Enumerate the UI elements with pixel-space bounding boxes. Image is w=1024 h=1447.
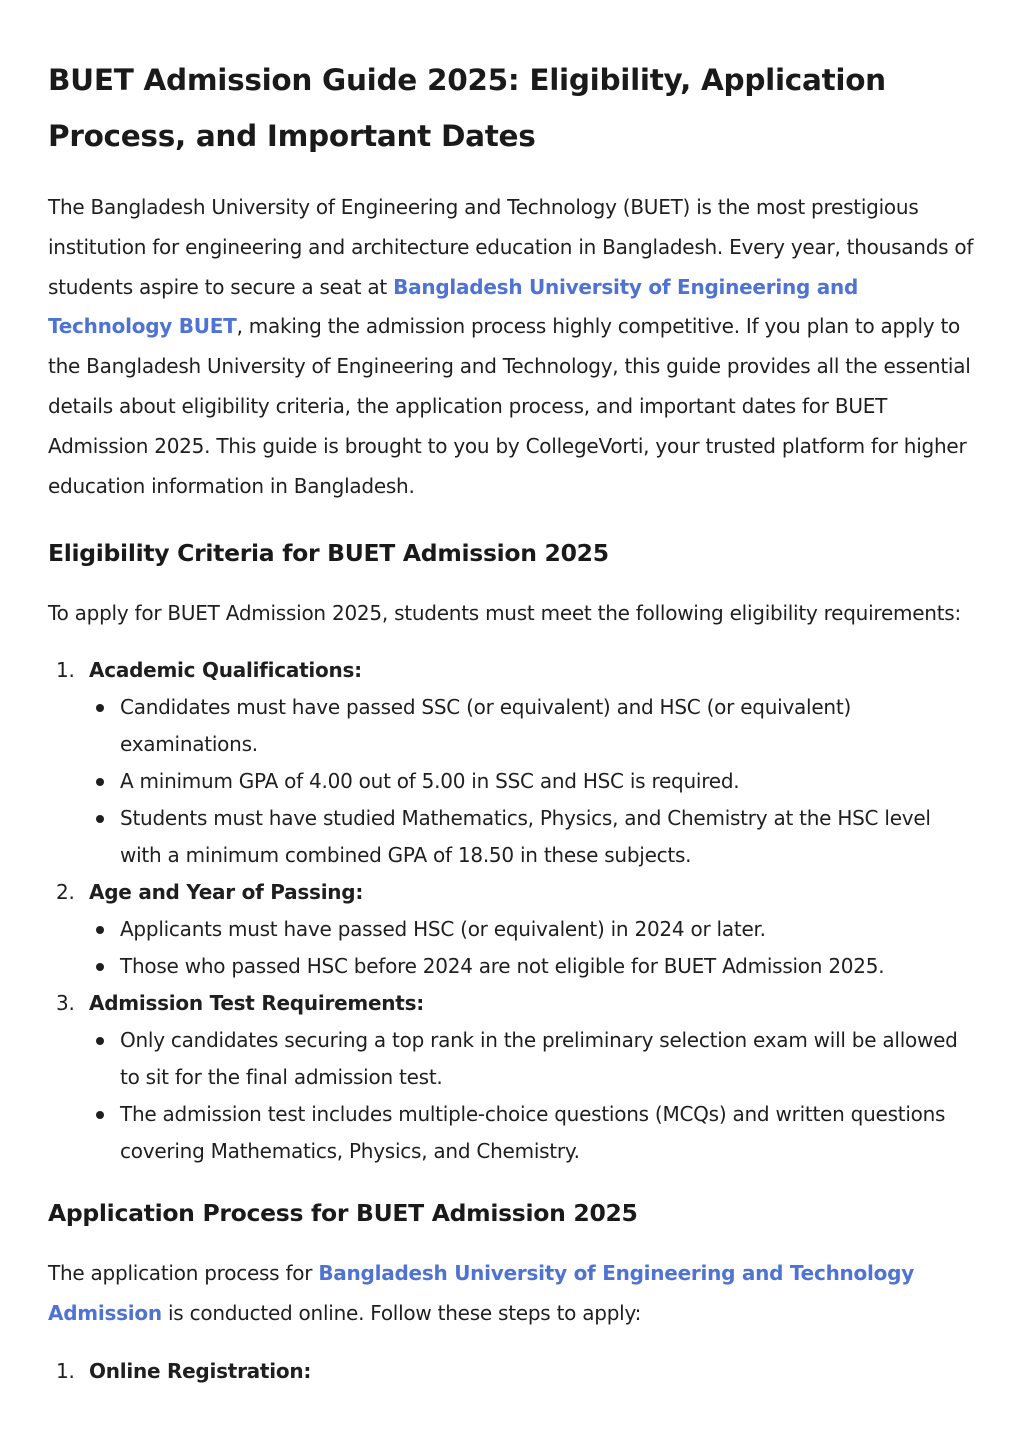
list-number: 1. bbox=[56, 658, 75, 683]
buet-link[interactable]: Bangladesh University of Engineering and Technology BUET bbox=[48, 274, 859, 339]
application-heading: Application Process for BUET Admission 2025 bbox=[48, 1199, 638, 1228]
list-item bbox=[48, 985, 976, 1170]
list-number: 1. bbox=[56, 1359, 75, 1384]
sub-list bbox=[89, 911, 976, 985]
bullet-icon bbox=[96, 1037, 104, 1045]
sub-list-item bbox=[89, 1096, 976, 1170]
application-lead-part1: The application process for bbox=[48, 1261, 319, 1286]
list-item-title: Online Registration: bbox=[89, 1359, 312, 1384]
sub-list-text: A minimum GPA of 4.00 out of 5.00 in SSC and HSC is required. bbox=[120, 769, 740, 794]
list-number: 2. bbox=[56, 880, 75, 905]
list-item bbox=[48, 1353, 976, 1390]
page-title: BUET Admission Guide 2025: Eligibility, Application Process, and Important Dates bbox=[48, 63, 886, 153]
application-lead bbox=[48, 1253, 976, 1333]
list-item-title: Academic Qualifications: bbox=[89, 658, 362, 683]
bullet-icon bbox=[96, 778, 104, 786]
bullet-icon bbox=[96, 963, 104, 971]
sub-list-text: Applicants must have passed HSC (or equivalent) in 2024 or later. bbox=[120, 917, 766, 942]
sub-list-item bbox=[89, 689, 976, 763]
bullet-icon bbox=[96, 1111, 104, 1119]
sub-list bbox=[89, 689, 976, 874]
eligibility-list bbox=[48, 652, 976, 1170]
sub-list-item bbox=[89, 1022, 976, 1096]
sub-list-item bbox=[89, 800, 976, 874]
list-number: 3. bbox=[56, 991, 75, 1016]
bullet-icon bbox=[96, 926, 104, 934]
list-item bbox=[48, 652, 976, 874]
bullet-icon bbox=[96, 815, 104, 823]
application-steps-list bbox=[48, 1353, 976, 1390]
sub-list-text: Students must have studied Mathematics, Physics, and Chemistry at the HSC level with a minimum combined GPA of 18.50 in these subjects. bbox=[120, 806, 931, 868]
sub-list-item bbox=[89, 948, 976, 985]
eligibility-heading: Eligibility Criteria for BUET Admission 2025 bbox=[48, 539, 609, 568]
intro-text-part2: , making the admission process highly competitive. If you plan to apply to the Bangladesh University of Engineering and Technology, this guide provides all the essential details about eligibility criteria, the application process, and important dates for BUET Admission 2025. This guide is brought to you by CollegeVorti, your trusted platform for higher education information in Bangladesh. bbox=[48, 314, 971, 498]
intro-paragraph bbox=[48, 188, 976, 506]
sub-list-text: Only candidates securing a top rank in the preliminary selection exam will be allowed to sit for the final admission test. bbox=[120, 1028, 958, 1090]
list-item-title: Admission Test Requirements: bbox=[89, 991, 424, 1016]
buet-admission-link[interactable]: Bangladesh University of Engineering and Technology Admission bbox=[48, 1261, 914, 1326]
sub-list-text: Candidates must have passed SSC (or equivalent) and HSC (or equivalent) examinations. bbox=[120, 695, 851, 757]
sub-list-text: The admission test includes multiple-choice questions (MCQs) and written questions covering Mathematics, Physics, and Chemistry. bbox=[120, 1102, 946, 1164]
bullet-icon bbox=[96, 704, 104, 712]
eligibility-lead: To apply for BUET Admission 2025, students must meet the following eligibility requirements: bbox=[48, 601, 961, 626]
application-lead-part2: is conducted online. Follow these steps to apply: bbox=[161, 1301, 642, 1326]
sub-list-item bbox=[89, 911, 976, 948]
list-item bbox=[48, 874, 976, 985]
intro-text-part1: The Bangladesh University of Engineering and Technology (BUET) is the most prestigious institution for engineering and architecture education in Bangladesh. Every year, thousands of students aspire to secure a seat at bbox=[48, 195, 974, 299]
sub-list-item bbox=[89, 763, 976, 800]
sub-list-text: Those who passed HSC before 2024 are not eligible for BUET Admission 2025. bbox=[120, 954, 885, 979]
sub-list bbox=[89, 1022, 976, 1170]
list-item-title: Age and Year of Passing: bbox=[89, 880, 364, 905]
